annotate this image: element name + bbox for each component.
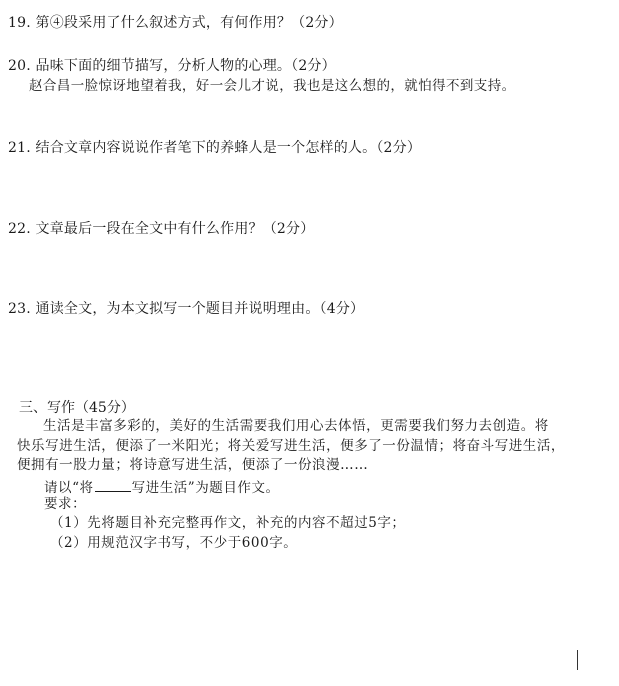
- requirements-title: 要求：: [44, 496, 87, 512]
- page-edge-mark: [577, 650, 578, 670]
- requirement-1: （1）先将题目补充完整再作文，补充的内容不超过5字；: [50, 515, 406, 531]
- question-19: 19. 第④段采用了什么叙述方式，有何作用？（2分）: [8, 15, 343, 31]
- title-blank: [95, 479, 131, 492]
- question-20: 20. 品味下面的细节描写，分析人物的心理。（2分）: [8, 58, 336, 74]
- question-22: 22. 文章最后一段在全文中有什么作用？（2分）: [8, 221, 315, 237]
- question-23: 23. 通读全文，为本文拟写一个题目并说明理由。（4分）: [8, 301, 365, 317]
- writing-paragraph-line-2: 快乐写进生活，便添了一米阳光；将关爱写进生活，便多了一份温情；将奋斗写进生活，: [17, 438, 565, 454]
- writing-prompt-suffix: 写进生活”为题目作文。: [131, 480, 280, 496]
- writing-prompt-prefix: 请以“将: [44, 480, 94, 496]
- writing-section-title: 三、写作（45分）: [19, 400, 135, 416]
- writing-paragraph-line-3: 便拥有一股力量；将诗意写进生活，便添了一份浪漫……: [17, 457, 369, 473]
- question-21: 21. 结合文章内容说说作者笔下的养蜂人是一个怎样的人。（2分）: [8, 140, 422, 156]
- writing-paragraph-line-1: 生活是丰富多彩的，美好的生活需要我们用心去体悟，更需要我们努力去创造。将: [43, 418, 549, 434]
- question-20-excerpt: 赵合昌一脸惊讶地望着我，好一会儿才说，我也是这么想的，就怕得不到支持。: [29, 78, 516, 94]
- writing-prompt: [44, 479, 280, 496]
- requirement-2: （2）用规范汉字书写，不少于600字。: [50, 535, 298, 551]
